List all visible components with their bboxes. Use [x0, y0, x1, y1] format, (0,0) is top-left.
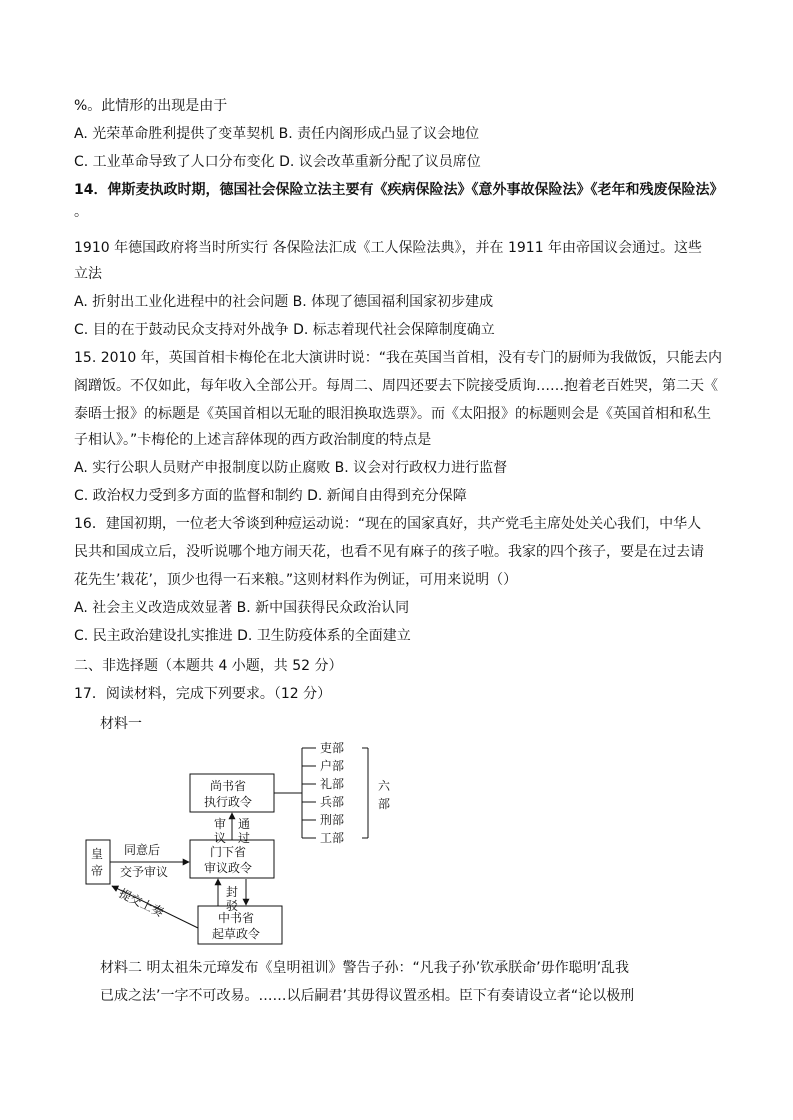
q14-options-ab: A. 折射出工业化进程中的社会问题 B. 体现了德国福利国家初步建成: [74, 294, 494, 310]
menxia-role: 审议政令: [204, 861, 253, 875]
emperor-char-2: 帝: [91, 864, 104, 878]
q15-stem-line2: 阁蹭饭。不仅如此，每年收入全部公开。每周二、周四还要去下院接受质询……抱着老百姓哭，第二天《: [74, 378, 718, 394]
ministry-li-personnel: 吏部: [320, 741, 345, 755]
ministry-xing: 刑部: [320, 813, 345, 827]
menxia-name: 门下省: [210, 845, 247, 859]
six-ministries-label-2: 部: [378, 797, 391, 811]
q15-stem-line4: 子相认》。”卡梅伦的上述言辞体现的西方政治制度的特点是: [74, 432, 432, 448]
q16-stem-line3: 花先生’栽花’，顶少也得一石来粮。”这则材料作为例证，可用来说明（）: [74, 572, 518, 588]
zhongshu-name: 中书省: [218, 911, 255, 925]
label-pass-2: 过: [238, 831, 251, 845]
q14-stem-line1-period: 。: [74, 204, 88, 220]
material-two-line2: 已成之法’一字不可改易。……以后嗣君’其毋得议置丞相。臣下有奏请设立者“论以极刑: [100, 988, 635, 1004]
label-agree: 同意后: [124, 843, 161, 857]
shangshu-role: 执行政令: [204, 795, 253, 809]
q17-stem: 17．阅读材料，完成下列要求。（12 分）: [74, 686, 332, 702]
emperor-char-1: 皇: [91, 847, 104, 861]
zhongshu-role: 起草政令: [212, 927, 261, 941]
label-review-2: 议: [214, 831, 227, 845]
label-hand-over-review: 交予审议: [120, 865, 169, 879]
label-submit: 提交上奏: [116, 886, 166, 920]
q13-stem-tail: %。此情形的出现是由于: [74, 98, 228, 114]
q15-options-cd: C. 政治权力受到多方面的监督和制约 D. 新闻自由得到充分保障: [74, 488, 467, 504]
material-one-label: 材料一: [100, 716, 142, 732]
q14-stem-line2: 1910 年德国政府将当时所实行 各保险法汇成《工人保险法典》，并在 1911 年由帝国议会通过。这些: [74, 240, 703, 256]
shangshu-name: 尚书省: [210, 779, 247, 793]
label-review-1: 审: [214, 817, 227, 831]
q14-stem-line1: 14．俾斯麦执政时期，德国社会保险立法主要有《疾病保险法》《意外事故保险法》《老年和残废保险法》: [74, 182, 724, 198]
q15-stem-line3: 泰晤士报》的标题是《英国首相以无耻的眼泪换取选票》。而《太阳报》的标题则会是《英国首相和私生: [74, 406, 711, 422]
q16-stem-line2: 民共和国成立后，没听说哪个地方闹天花，也看不见有麻子的孩子啦。我家的四个孩子，要是在过去请: [74, 544, 704, 560]
q15-stem-line1: 15. 2010 年，英国首相卡梅伦在北大演讲时说：“我在英国当首相，没有专门的厨师为我做饭，只能去内: [74, 350, 723, 366]
ministry-gong: 工部: [320, 831, 345, 845]
q13-options-ab: A. 光荣革命胜利提供了变革契机 B. 责任内阁形成凸显了议会地位: [74, 126, 480, 142]
q16-options-cd: C. 民主政治建设扎实推进 D. 卫生防疫体系的全面建立: [74, 628, 411, 644]
label-pass-1: 通: [238, 817, 251, 831]
q14-options-cd: C. 目的在于鼓动民众支持对外战争 D. 标志着现代社会保障制度确立: [74, 322, 495, 338]
ministry-hu: 户部: [320, 759, 345, 773]
q13-options-cd: C. 工业革命导致了人口分布变化 D. 议会改革重新分配了议员席位: [74, 154, 481, 170]
q15-options-ab: A. 实行公职人员财产申报制度以防止腐败 B. 议会对行政权力进行监督: [74, 460, 508, 476]
q14-stem-line3: 立法: [74, 266, 102, 282]
six-ministries-label-1: 六: [378, 779, 391, 793]
ministry-bing: 兵部: [320, 795, 345, 809]
three-departments-six-ministries-diagram: [80, 738, 420, 948]
q16-stem-line1: 16．建国初期，一位老大爷谈到种痘运动说：“现在的国家真好，共产党毛主席处处关心我们，中华人: [74, 516, 702, 532]
section-two-heading: 二、非选择题（本题共 4 小题，共 52 分）: [74, 658, 343, 674]
material-two-line1: 材料二 明太祖朱元璋发布《皇明祖训》警告子孙：“凡我子孙’钦承朕命’毋作聪明’乱我: [100, 960, 630, 976]
label-fengbo-1: 封: [226, 885, 239, 899]
ministry-li-rites: 礼部: [320, 777, 345, 791]
q16-options-ab: A. 社会主义改造成效显著 B. 新中国获得民众政治认同: [74, 600, 410, 616]
label-fengbo-2: 驳: [226, 899, 239, 913]
